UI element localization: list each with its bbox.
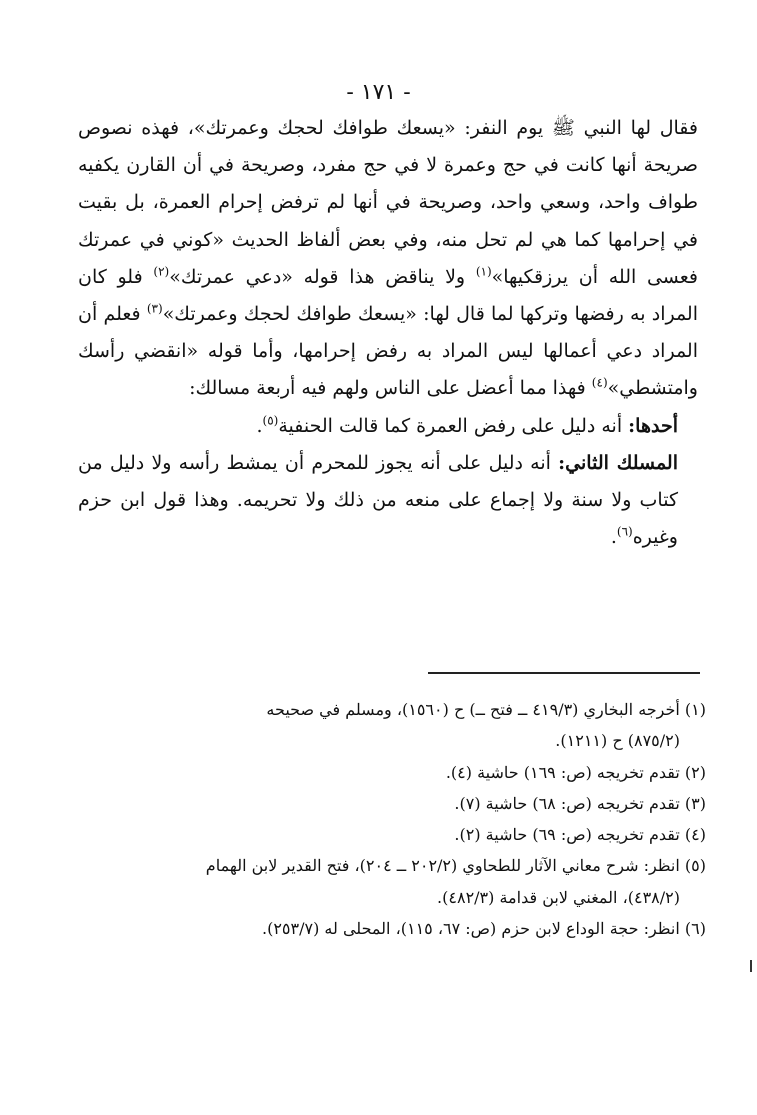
main-text: [78, 110, 698, 556]
footnote-2: [78, 757, 706, 788]
footnote-ref-4: (٤): [591, 376, 608, 391]
footnote-separator: [428, 672, 700, 674]
footnote-line: (١) أخرجه البخاري (٤١٩/٣ ــ فتح ــ) ح (١٥٦٠)، ومسلم في صحيحه: [266, 700, 706, 719]
footnote-ref-1: (١): [475, 264, 492, 279]
text-run: .: [610, 526, 617, 549]
footnote-4: [78, 819, 706, 850]
footnote-line: (٨٧٥/٢) ح (١٢١١).: [555, 731, 680, 751]
footnote-ref-3: (٣): [146, 301, 163, 316]
footnote-1: [78, 694, 706, 757]
scan-mark: [750, 960, 752, 972]
footnote-line: (٥) انظر: شرح معاني الآثار للطحاوي (٢٠٢/٢ ــ ٢٠٤)، فتح القدير لابن الهمام: [205, 856, 706, 876]
section-lead: المسلك الثاني:: [558, 451, 678, 474]
section-lead: أحدها:: [628, 414, 678, 437]
footnote-ref-2: (٢): [153, 264, 170, 279]
paragraph-3: [78, 445, 698, 557]
text-run: فهذا مما أعضل على الناس ولهم فيه أربعة مسالك:: [189, 377, 592, 400]
footnote-ref-6: (٦): [616, 524, 633, 539]
footnote-6: [78, 913, 706, 944]
footnote-line: (٤٣٨/٢)، المغني لابن قدامة (٤٨٢/٣).: [437, 887, 680, 907]
footnotes: [78, 694, 706, 944]
footnote-line: (٤) تقدم تخريجه (ص: ٦٩) حاشية (٢).: [454, 825, 706, 845]
footnote-line: (٦) انظر: حجة الوداع لابن حزم (ص: ٦٧، ١١٥)، المحلى له (٢٥٣/٧).: [262, 919, 706, 939]
paragraph-1: [78, 110, 698, 408]
footnote-3: [78, 788, 706, 819]
footnote-ref-5: (٥): [262, 413, 279, 428]
text-run: أنه دليل على أنه يجوز للمحرم أن يمشط رأسه ولا دليل من كتاب ولا سنة ولا إجماع على منعه من ذلك ولا تحريمه. وهذا قول ابن حزم وغيره: [78, 451, 678, 549]
text-run: .: [256, 414, 263, 437]
footnote-line: (٢) تقدم تخريجه (ص: ١٦٩) حاشية (٤).: [445, 762, 706, 782]
text-run: أنه دليل على رفض العمرة كما قالت الحنفية: [278, 414, 629, 437]
footnote-line: (٣) تقدم تخريجه (ص: ٦٨) حاشية (٧).: [454, 793, 706, 813]
text-run: فلو كان المراد به رفضها وتركها لما قال لها: «يسعك طوافك لحجك وعمرتك»: [78, 265, 699, 326]
text-run: فقال لها النبي ﷺ يوم النفر: «يسعك طوافك لحجك وعمرتك»، فهذه نصوص صريحة أنها كانت في حج وعمرة لا في حج مفرد، وصريحة في أن القارن يكفيه طواف واحد، وسعي واحد، وصريحة في أنها لم ترفض إحرام العمرة، بل بقيت في إحرامها كما هي لم تحل منه، وفي بعض ألفاظ الحديث «كوني في عمرتك فعسى الله أن يرزقكيها»: [78, 117, 699, 288]
paragraph-2: [78, 408, 698, 445]
text-run: فعلم أن المراد دعي أعمالها ليس المراد به رفض إحرامها، وأما قوله «انقضي رأسك وامتشطي»: [78, 303, 698, 400]
page-number: - ١٧١ -: [346, 80, 411, 105]
footnote-5: [78, 850, 706, 913]
text-run: ولا يناقض هذا قوله «دعي عمرتك»: [169, 265, 476, 288]
